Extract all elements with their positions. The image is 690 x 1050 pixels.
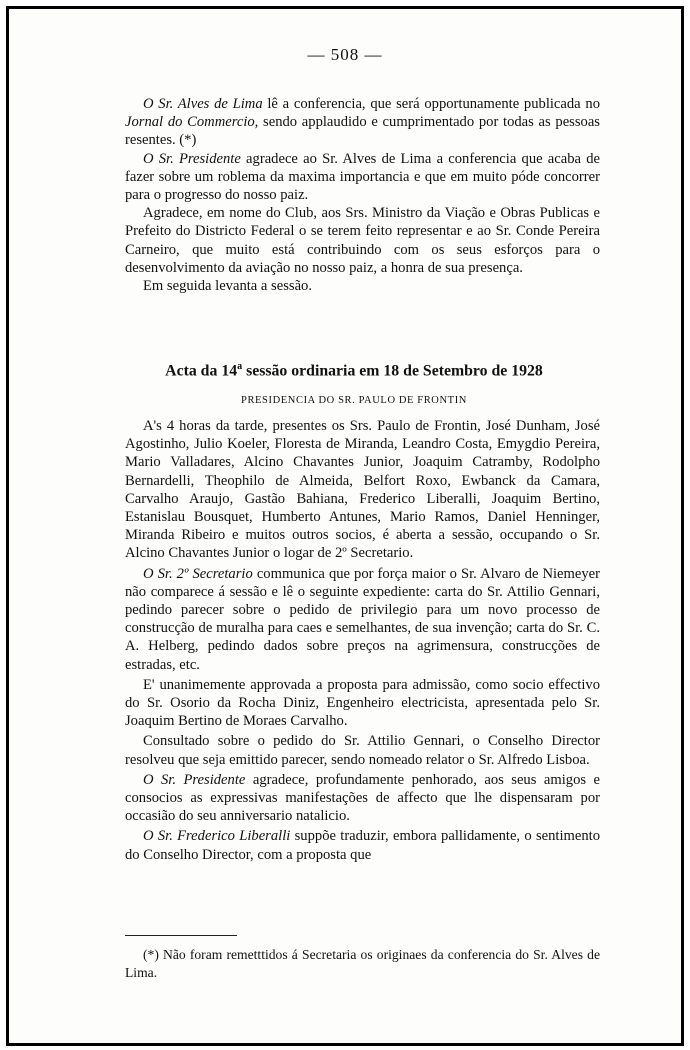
paragraph-text: agradece, profundamente penhorado, aos seus amigos e consocios as expressivas manifestações de affecto que lhe dispensaram por occasião do seu anniversario natalicio. [125, 771, 600, 825]
footnote-divider [125, 935, 237, 936]
paragraph-acknowledgements: Agradece, em nome do Club, aos Srs. Ministro da Viação e Obras Publicas e Prefeito do Districto Federal o se terem feito representar e ao Sr. Conde Pereira Carneiro, que muito está contribuindo com os seus esforços para o desenvolvimento da aviação no nosso paiz, a honra de sua presença. [125, 205, 600, 276]
heading-superscript: a [237, 361, 243, 372]
paragraph-text: agradece ao Sr. Alves de Lima a conferencia que acaba de fazer sobre um roblema da maxima importancia e que em muito póde concorrer para o progresso do nosso paiz. [125, 150, 600, 204]
heading-text: Acta da 14 [165, 362, 238, 380]
paragraph-text: suppõe traduzir, embora pallidamente, o sentimento do Conselho Director, com a proposta que [125, 828, 600, 863]
presidency-line: PRESIDENCIA DO SR. PAULO DE FRONTIN [241, 395, 467, 406]
speaker-name: O Sr. Presidente [143, 150, 241, 167]
page-sheet [6, 6, 684, 1046]
paragraph-conference [125, 95, 600, 150]
minutes-heading [109, 361, 599, 380]
speaker-name: O Sr. Alves de Lima [143, 96, 263, 112]
speaker-name: O Sr. Presidente [143, 771, 246, 788]
paragraph-president-thanks [125, 150, 600, 205]
paragraph-liberalli-proposal [125, 827, 600, 863]
paragraph-text: communica que por força maior o Sr. Alvaro de Niemeyer não comparece á sessão e lê o seguinte expediente: carta do Sr. Attilio Gennari, pedindo parecer sobre o pedido de privilegio para um novo processo de construcção de muralha para caes e semelhantes, de sua invenção; carta do Sr. C. A. Helberg, pedindo dados sobre preços na agrimensura, construcções de estradas, etc. [125, 565, 601, 673]
newspaper-title: Jornal do Commercio, [125, 114, 259, 131]
minutes-section [125, 417, 600, 864]
paragraph-text: sendo applaudido e cumprimentado por todas as pessoas resentes. (*) [125, 114, 600, 149]
paragraph-president-birthday [125, 771, 600, 826]
speaker-name: O Sr. Frederico Liberalli [143, 828, 291, 845]
closing-section [125, 95, 600, 295]
paragraph-admission: E' unanimemente approvada a proposta para admissão, como socio effectivo do Sr. Osorio da Rocha Diniz, Engenheiro electricista, apresentada pelo Sr. Joaquim Bertino de Moraes Carvalho. [125, 676, 600, 730]
paragraph-correspondence [125, 565, 600, 674]
paragraph-text: lê a conferencia, que será opportunamente publicada no [262, 96, 600, 112]
footnote: (*) Não foram remetttidos á Secretaria os originaes da conferencia do Sr. Alves de Lima. [125, 947, 600, 980]
heading-text: sessão ordinaria em 18 de Setembro de 1928 [242, 362, 543, 380]
page-number: — 508 — [307, 45, 383, 64]
speaker-name: O Sr. 2º Secretario [143, 565, 253, 582]
paragraph-session-closed: Em seguida levanta a sessão. [143, 278, 312, 295]
paragraph-attendance: A's 4 horas da tarde, presentes os Srs. Paulo de Frontin, José Dunham, José Agostinho, Julio Koeler, Floresta de Miranda, Leandro Costa, Emygdio Pereira, Mario Valladares, Alcino Chavantes Junior, Joaquim Catramby, Rodolpho Bernardelli, Theophilo de Almeida, Belfort Roxo, Ewbanck da Camara, Carvalho Araujo, Gastão Bahiana, Frederico Liberalli, Joaquim Bertino, Estanislau Bousquet, Humberto Antunes, Mario Ramos, Daniel Henninger, Miranda Ribeiro e muitos outros socios, é aberta a sessão, occupando o Sr. Alcino Chavantes Junior o logar de 2º Secretario. [125, 418, 600, 562]
paragraph-council-decision: Consultado sobre o pedido do Sr. Attilio Gennari, o Conselho Director resolveu que seja emittido parecer, sendo nomeado relator o Sr. Alfredo Lisboa. [125, 733, 600, 768]
